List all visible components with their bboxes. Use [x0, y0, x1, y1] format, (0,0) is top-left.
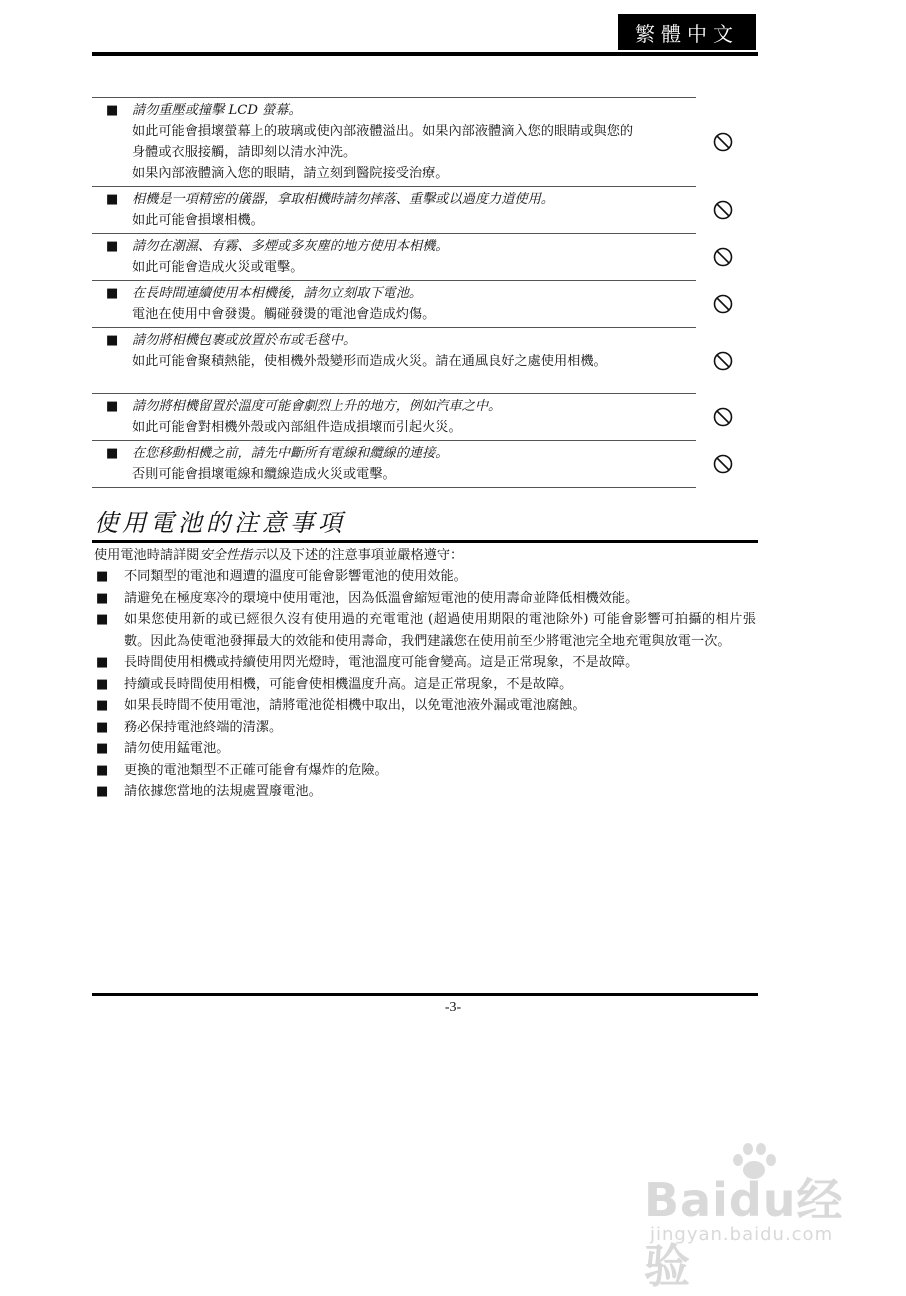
battery-precaution-item — [94, 717, 756, 739]
safety-instructions-emphasis: 安全性指示 — [199, 548, 266, 563]
prohibition-icon — [712, 131, 734, 153]
prohibition-icon — [712, 293, 734, 315]
warning-row — [92, 234, 696, 281]
warning-title: 請勿在潮濕、有霧、多煙或多灰塵的地方使用本相機。 — [132, 239, 449, 254]
section-rule — [92, 540, 758, 543]
battery-precaution-text: 請勿使用錳電池。 — [124, 741, 230, 756]
battery-precaution-text: 如果長時間不使用電池，請將電池從相機中取出，以免電池液外漏或電池腐蝕。 — [124, 698, 586, 713]
header-rule — [92, 52, 758, 56]
footer-rule — [92, 993, 758, 996]
warning-detail: 如果內部液體滴入您的眼睛，請立刻到醫院接受治療。 — [132, 166, 449, 181]
warning-detail: 如此可能會造成火災或電擊。 — [132, 260, 304, 275]
battery-precaution-item — [94, 609, 756, 652]
warning-title: 相機是一項精密的儀器，拿取相機時請勿摔落、重擊或以過度力道使用。 — [132, 192, 554, 207]
warning-row — [92, 394, 696, 441]
warning-detail: 電池在使用中會發燙。觸碰發燙的電池會造成灼傷。 — [132, 307, 436, 322]
bullet-icon: ■ — [96, 762, 109, 778]
prohibition-icon — [712, 406, 734, 428]
prohibition-icon — [712, 453, 734, 475]
warning-detail: 如此可能會對相機外殼或內部組件造成損壞而引起火災。 — [132, 420, 462, 435]
bullet-icon: ■ — [106, 399, 119, 414]
warning-detail: 如此可能會聚積熱能，使相機外殼變形而造成火災。請在通風良好之處使用相機。 — [132, 354, 607, 369]
battery-precaution-text: 務必保持電池終端的清潔。 — [124, 719, 283, 735]
warning-detail: 如此可能會損壞相機。 — [132, 213, 264, 228]
battery-section-title: 使用電池的注意事項 — [94, 509, 346, 537]
prohibition-icon — [712, 350, 734, 372]
prohibition-icon — [712, 246, 734, 268]
bullet-icon: ■ — [96, 741, 109, 756]
battery-intro — [94, 546, 463, 566]
battery-precaution-text: 不同類型的電池和週遭的溫度可能會影響電池的使用效能。 — [124, 569, 467, 584]
bullet-icon: ■ — [96, 569, 109, 584]
battery-precaution-text: 請依據您當地的法規處置廢電池。 — [124, 784, 322, 799]
bullet-icon: ■ — [96, 590, 109, 606]
intro-before: 使用電池時請詳閱 — [94, 548, 200, 563]
bullet-icon: ■ — [106, 286, 119, 301]
watermark-url: jingyan.baidu.com — [650, 1224, 834, 1245]
battery-precaution-item — [94, 674, 756, 696]
battery-precautions-list — [94, 566, 756, 803]
battery-precaution-text: 請避免在極度寒冷的環境中使用電池，因為低溫會縮短電池的使用壽命並降低相機效能。 — [124, 590, 639, 606]
battery-precaution-text: 長時間使用相機或持續使用閃光燈時，電池溫度可能會變高。這是正常現象，不是故障。 — [124, 655, 639, 670]
baidu-watermark — [640, 1140, 880, 1293]
warning-title: 在長時間連續使用本相機後，請勿立刻取下電池。 — [132, 286, 423, 301]
battery-precaution-item — [94, 566, 756, 588]
bullet-icon: ■ — [96, 655, 109, 670]
language-tab: 繁體中文 — [618, 14, 756, 50]
warning-row — [92, 98, 696, 187]
warning-row — [92, 441, 696, 488]
battery-precaution-item — [94, 738, 756, 760]
battery-precaution-text: 持續或長時間使用相機，可能會使相機溫度升高。這是正常現象，不是故障。 — [124, 676, 573, 692]
bullet-icon: ■ — [96, 698, 109, 713]
battery-precaution-text: 如果您使用新的或已經很久沒有使用過的充電電池 (超過使用期限的電池除外) 可能會影響可拍攝的相片張數。因此為使電池發揮最大的效能和使用壽命，我們建議您在使用前至少將電池完全地充電與放電一次。 — [124, 612, 756, 649]
warning-title: 請勿將相機留置於溫度可能會劇烈上升的地方，例如汽車之中。 — [132, 399, 502, 414]
warning-title: 請勿將相機包裹或放置於布或毛毯中。 — [132, 333, 357, 348]
bullet-icon: ■ — [96, 676, 109, 692]
warning-detail: 如此可能會損壞螢幕上的玻璃或使內部液體溢出。如果內部液體滴入您的眼睛或與您的身體或衣服接觸，請即刻以清水沖洗。 — [132, 124, 634, 160]
warning-row — [92, 187, 696, 234]
warning-row — [92, 281, 696, 328]
warning-title: 在您移動相機之前，請先中斷所有電線和纜線的連接。 — [132, 446, 449, 461]
warning-detail: 否則可能會損壞電線和纜線造成火災或電擊。 — [132, 467, 396, 482]
bullet-icon: ■ — [106, 446, 119, 461]
battery-precaution-item — [94, 652, 756, 674]
warning-row — [92, 328, 696, 394]
bullet-icon: ■ — [106, 192, 119, 207]
warning-table — [92, 97, 696, 488]
intro-after: 以及下述的注意事項並嚴格遵守： — [265, 548, 464, 563]
page-number: -3- — [444, 1000, 462, 1015]
warning-title: 請勿重壓或撞擊 LCD 螢幕。 — [132, 103, 302, 118]
bullet-icon: ■ — [96, 612, 109, 627]
battery-precaution-item — [94, 760, 756, 782]
battery-precaution-item — [94, 781, 756, 803]
bullet-icon: ■ — [106, 103, 119, 118]
bullet-icon: ■ — [106, 239, 119, 254]
watermark-brand: Baidu经验 — [644, 1173, 844, 1293]
battery-precaution-item — [94, 695, 756, 717]
prohibition-icon — [712, 199, 734, 221]
bullet-icon: ■ — [106, 333, 119, 348]
bullet-icon: ■ — [96, 784, 109, 799]
battery-precaution-item — [94, 588, 756, 610]
battery-precaution-text: 更換的電池類型不正確可能會有爆炸的危險。 — [124, 762, 388, 778]
bullet-icon: ■ — [96, 719, 109, 735]
